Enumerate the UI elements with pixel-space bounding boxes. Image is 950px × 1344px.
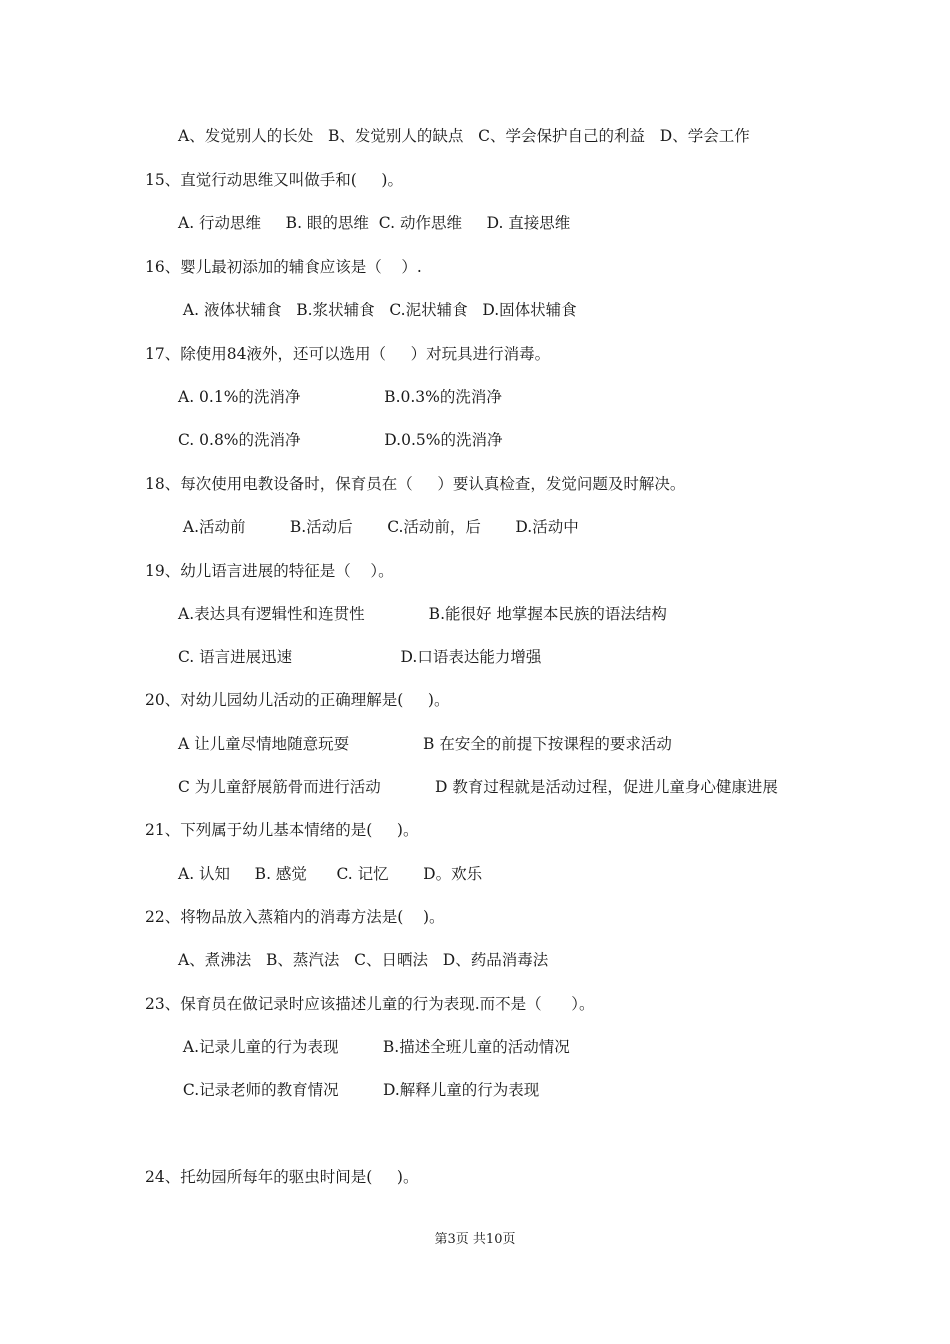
- q19-options-ab: A.表达具有逻辑性和连贯性 B.能很好 地掌握本民族的语法结构: [178, 605, 667, 623]
- q22-question: 22、将物品放入蒸箱内的消毒方法是( )。: [145, 908, 445, 926]
- q20-question: 20、对幼儿园幼儿活动的正确理解是( )。: [145, 691, 450, 709]
- q18-options: A.活动前 B.活动后 C.活动前，后 D.活动中: [178, 518, 579, 536]
- q15-options: A. 行动思维 B. 眼的思维 C. 动作思维 D. 直接思维: [178, 214, 571, 232]
- q22-options: A、煮沸法 B、蒸汽法 C、日晒法 D、药品消毒法: [178, 951, 549, 969]
- q15-question: 15、直觉行动思维又叫做手和( )。: [145, 171, 403, 189]
- q23-options-cd: C.记录老师的教育情况 D.解释儿童的行为表现: [178, 1081, 540, 1099]
- q17-options-ab: A. 0.1%的洗消净 B.0.3%的洗消净: [178, 388, 502, 406]
- q14-options: A、发觉别人的长处 B、发觉别人的缺点 C、学会保护自己的利益 D、学会工作: [178, 127, 750, 145]
- page-number-footer: 第3页 共10页: [434, 1232, 516, 1247]
- q19-question: 19、幼儿语言进展的特征是（ ）。: [145, 562, 394, 580]
- q21-question: 21、下列属于幼儿基本情绪的是( )。: [145, 821, 419, 839]
- q16-options: A. 液体状辅食 B.浆状辅食 C.泥状辅食 D.固体状辅食: [178, 301, 577, 319]
- q24-question: 24、托幼园所每年的驱虫时间是( )。: [145, 1168, 419, 1186]
- q21-options: A. 认知 B. 感觉 C. 记忆 D。欢乐: [178, 865, 483, 883]
- q17-options-cd: C. 0.8%的洗消净 D.0.5%的洗消净: [178, 431, 503, 449]
- q20-options-cd: C 为儿童舒展筋骨而进行活动 D 教育过程就是活动过程，促进儿童身心健康进展: [178, 778, 778, 796]
- q17-question: 17、除使用84液外，还可以选用（ ）对玩具进行消毒。: [145, 345, 551, 363]
- q19-options-cd: C. 语言进展迅速 D.口语表达能力增强: [178, 648, 542, 666]
- q23-options-ab: A.记录儿童的行为表现 B.描述全班儿童的活动情况: [178, 1038, 570, 1056]
- q23-question: 23、保育员在做记录时应该描述儿童的行为表现.而不是（ ）。: [145, 995, 595, 1013]
- q18-question: 18、每次使用电教设备时，保育员在（ ）要认真检查，发觉问题及时解决。: [145, 475, 686, 493]
- q16-question: 16、婴儿最初添加的辅食应该是（ ）.: [145, 258, 422, 276]
- q20-options-ab: A 让儿童尽情地随意玩耍 B 在安全的前提下按课程的要求活动: [178, 735, 672, 753]
